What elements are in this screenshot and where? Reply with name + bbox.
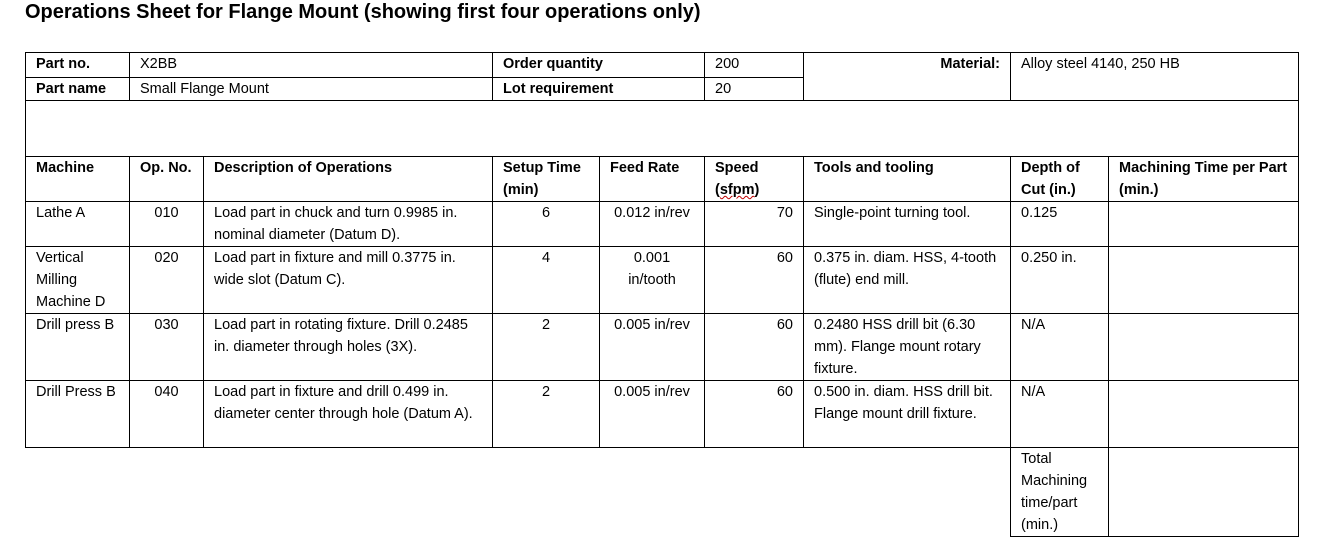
speed-cell: 60 <box>705 247 804 314</box>
machine-cell: Drill Press B <box>26 381 130 448</box>
machine-cell: Lathe A <box>26 202 130 247</box>
op-no-cell: 040 <box>130 381 204 448</box>
op-no-cell: 020 <box>130 247 204 314</box>
col-machining-time: Machining Time per Part (min.) <box>1109 157 1299 202</box>
tools-cell: 0.500 in. diam. HSS drill bit. Flange mount drill fixture. <box>804 381 1011 448</box>
op-no-cell: 030 <box>130 314 204 381</box>
order-quantity-value: 200 <box>705 53 804 78</box>
feed-rate-cell: 0.001 in/tooth <box>600 247 705 314</box>
machining-time-cell <box>1109 314 1299 381</box>
col-description: Description of Operations <box>204 157 493 202</box>
col-depth: Depth of Cut (in.) <box>1011 157 1109 202</box>
col-op-no: Op. No. <box>130 157 204 202</box>
setup-time-cell: 4 <box>493 247 600 314</box>
header-row-1 <box>26 53 1299 78</box>
page-title: Operations Sheet for Flange Mount (showing first four operations only) <box>25 1 701 23</box>
feed-rate-cell: 0.005 in/rev <box>600 314 705 381</box>
order-quantity-label: Order quantity <box>493 53 705 78</box>
total-row <box>26 448 1299 537</box>
machining-time-cell <box>1109 381 1299 448</box>
setup-time-cell: 2 <box>493 381 600 448</box>
table-row <box>26 314 1299 381</box>
col-machine: Machine <box>26 157 130 202</box>
spellcheck-underline: sfpm <box>719 182 755 198</box>
feed-rate-cell: 0.005 in/rev <box>600 381 705 448</box>
part-name-label: Part name <box>26 78 130 101</box>
op-no-cell: 010 <box>130 202 204 247</box>
setup-time-cell: 6 <box>493 202 600 247</box>
machine-cell: Drill press B <box>26 314 130 381</box>
setup-time-cell: 2 <box>493 314 600 381</box>
description-cell: Load part in fixture and mill 0.3775 in. wide slot (Datum C). <box>204 247 493 314</box>
description-cell: Load part in rotating fixture. Drill 0.2485 in. diameter through holes (3X). <box>204 314 493 381</box>
description-cell: Load part in chuck and turn 0.9985 in. nominal diameter (Datum D). <box>204 202 493 247</box>
machine-cell: Vertical Milling Machine D <box>26 247 130 314</box>
tools-cell: 0.2480 HSS drill bit (6.30 mm). Flange mount rotary fixture. <box>804 314 1011 381</box>
spacer-cell <box>26 101 1299 157</box>
col-setup-time: Setup Time (min) <box>493 157 600 202</box>
total-label: Total Machining time/part (min.) <box>1011 448 1109 537</box>
part-no-value: X2BB <box>130 53 493 78</box>
depth-cell: 0.250 in. <box>1011 247 1109 314</box>
tools-cell: 0.375 in. diam. HSS, 4-tooth (flute) end mill. <box>804 247 1011 314</box>
col-tools: Tools and tooling <box>804 157 1011 202</box>
material-label: Material: <box>804 53 1011 101</box>
speed-cell: 60 <box>705 314 804 381</box>
depth-cell: 0.125 <box>1011 202 1109 247</box>
feed-rate-cell: 0.012 in/rev <box>600 202 705 247</box>
column-header-row <box>26 157 1299 202</box>
lot-requirement-value: 20 <box>705 78 804 101</box>
spacer-row <box>26 101 1299 157</box>
part-no-label: Part no. <box>26 53 130 78</box>
material-value: Alloy steel 4140, 250 HB <box>1011 53 1299 101</box>
col-speed-label: Speed (sfpm) <box>715 160 760 198</box>
lot-requirement-label: Lot requirement <box>493 78 705 101</box>
machining-time-cell <box>1109 202 1299 247</box>
table-row <box>26 247 1299 314</box>
total-value <box>1109 448 1299 537</box>
col-speed <box>705 157 804 202</box>
table-row <box>26 381 1299 448</box>
operations-table <box>25 52 1299 537</box>
col-feed-rate: Feed Rate <box>600 157 705 202</box>
machining-time-cell <box>1109 247 1299 314</box>
description-cell: Load part in fixture and drill 0.499 in. diameter center through hole (Datum A). <box>204 381 493 448</box>
part-name-value: Small Flange Mount <box>130 78 493 101</box>
speed-cell: 60 <box>705 381 804 448</box>
tools-cell: Single-point turning tool. <box>804 202 1011 247</box>
table-row <box>26 202 1299 247</box>
speed-cell: 70 <box>705 202 804 247</box>
depth-cell: N/A <box>1011 314 1109 381</box>
depth-cell: N/A <box>1011 381 1109 448</box>
